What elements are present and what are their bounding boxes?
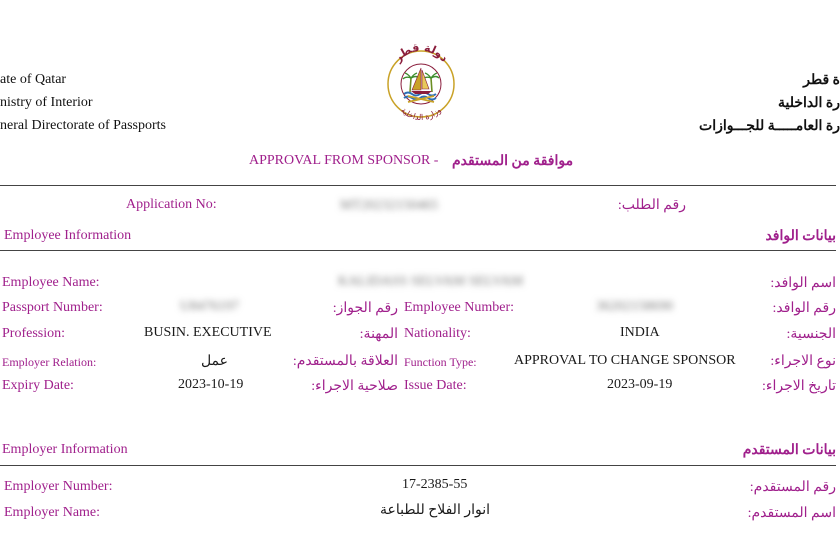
nationality-label-en: Nationality: [404, 326, 471, 341]
divider-employer [0, 465, 836, 466]
passport-label-en: Passport Number: [2, 300, 103, 315]
employee-number-value: 36202158690 [596, 299, 673, 314]
passport-label-ar: رقم الجواز: [332, 301, 398, 316]
employer-section-title-en: Employer Information [2, 442, 128, 457]
application-label-ar: رقم الطلب: [617, 198, 686, 213]
header-en-line-1: ate of Qatar [0, 72, 67, 87]
profession-label-en: Profession: [2, 326, 65, 341]
employer-number-value: 17-2385-55 [402, 477, 468, 492]
employer-number-label-ar: رقم المستقدم: [749, 480, 836, 495]
emblem-text: دولة قطر [391, 42, 451, 65]
expiry-label-ar: صلاحية الاجراء: [311, 379, 398, 394]
divider-employee [0, 250, 836, 251]
header-ar-line-1: ة قطر [803, 73, 840, 88]
header-ar-line-2: رة الداخلية [777, 96, 840, 111]
employee-number-label-ar: رقم الوافد: [772, 301, 836, 316]
emblem-ministry-text: وزارة الداخلية [399, 105, 443, 123]
employer-relation-label-ar: العلاقة بالمستقدم: [292, 354, 398, 369]
passport-value: U8476197 [180, 299, 240, 314]
divider-top [0, 185, 836, 186]
ministry-emblem-icon [386, 42, 456, 128]
application-number-value: MT20232150465 [340, 198, 438, 213]
issue-label-ar: تاريخ الاجراء: [762, 379, 836, 394]
employer-number-label-en: Employer Number: [4, 479, 113, 494]
employer-relation-value: عمل [200, 354, 228, 369]
issue-value: 2023-09-19 [607, 377, 673, 392]
function-type-label-en: Function Type: [404, 355, 477, 369]
application-label-en: Application No: [126, 197, 217, 212]
function-type-value: APPROVAL TO CHANGE SPONSOR [514, 353, 736, 368]
nationality-label-ar: الجنسية: [786, 327, 836, 342]
expiry-value: 2023-10-19 [178, 377, 244, 392]
employer-name-label-en: Employer Name: [4, 505, 101, 520]
employee-name-label-ar: اسم الوافد: [770, 276, 836, 291]
profession-label-ar: المهنة: [359, 327, 398, 342]
employer-name-label-ar: اسم المستقدم: [747, 506, 836, 521]
profession-value: BUSIN. EXECUTIVE [144, 325, 272, 340]
employer-section-title-ar: بيانات المستقدم [742, 443, 836, 458]
employee-section-title-ar: بيانات الوافد [765, 229, 836, 244]
employee-section-title-en: Employee Information [4, 228, 132, 243]
issue-label-en: Issue Date: [404, 378, 467, 393]
employee-name-value: KALIDASS SELVAM SELVAM [338, 274, 524, 289]
employer-relation-label-en: Employer Relation: [2, 355, 97, 369]
title-ar: موافقة من المستقدم [452, 154, 574, 169]
employee-number-label-en: Employee Number: [404, 300, 515, 315]
header-en-line-3: neral Directorate of Passports [0, 118, 166, 133]
title-en: APPROVAL FROM SPONSOR - [249, 153, 439, 168]
expiry-label-en: Expiry Date: [2, 378, 74, 393]
header-en-line-2: nistry of Interior [0, 95, 93, 110]
employer-name-value: انوار الفلاح للطباعة [379, 503, 490, 518]
header-ar-line-3: رة العامـــــة للجـــوازات [699, 119, 840, 134]
nationality-value: INDIA [620, 325, 660, 340]
function-type-label-ar: نوع الاجراء: [770, 354, 836, 369]
employee-name-label-en: Employee Name: [2, 275, 100, 290]
